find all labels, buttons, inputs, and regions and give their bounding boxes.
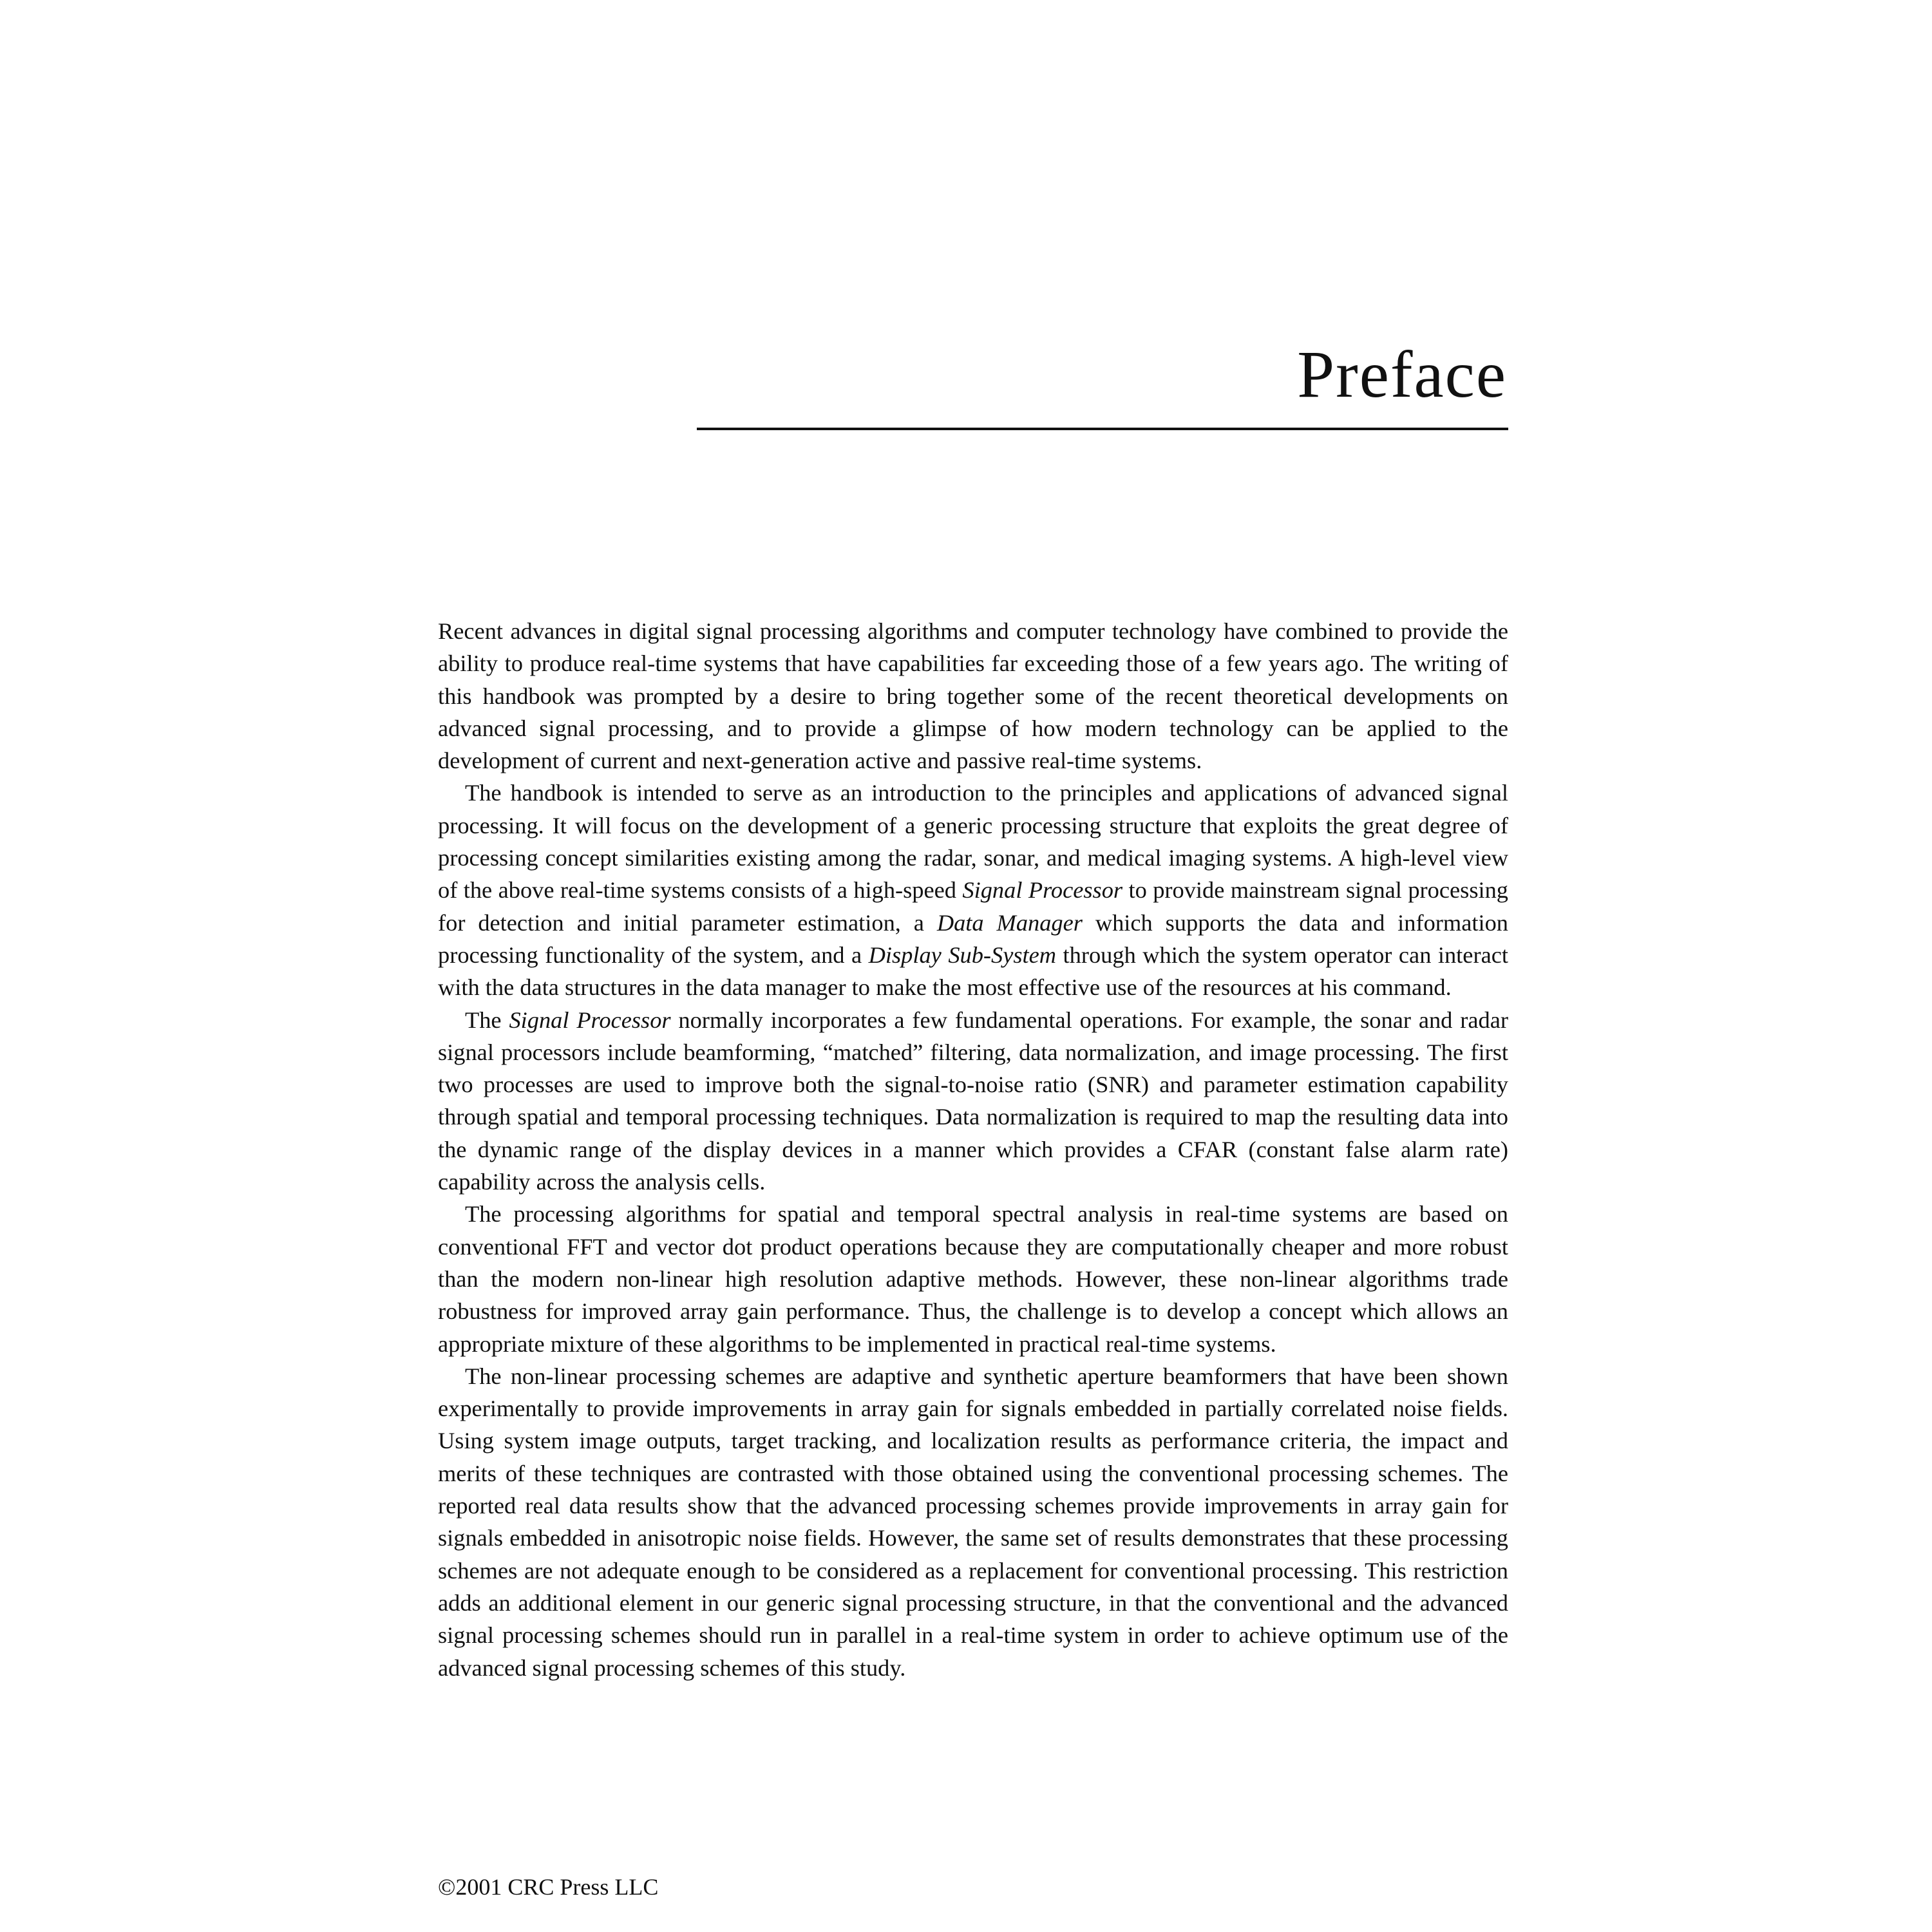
paragraph-5: The non-linear processing schemes are adaptive and synthetic aperture beamformers that have been shown experimentally to provide improvements in array gain for signals embedded in partially correlated noise fields. Using system image outputs, target tracking, and localization results as performance criteria, the impact and merits of these techniques are contrasted with those obtained using the conventional processing schemes. The reported real data results show that the advanced processing schemes provide improvements in array gain for signals embedded in anisotropic noise fields. However, the same set of results demonstrates that these processing schemes are not adequate enough to be considered as a replacement for conventional processing. This restriction adds an additional element in our generic signal processing structure, in that the conventional and the advanced signal processing schemes should run in parallel in a real-time system in order to achieve optimum use of the advanced signal processing schemes of this study. — [438, 1363, 1508, 1681]
paragraph-4: The processing algorithms for spatial and temporal spectral analysis in real-time systems are based on conventional FFT and vector dot product operations because they are computationally cheaper and more robust than the modern non-linear high resolution adaptive methods. However, these non-linear algorithms trade robustness for improved array gain performance. Thus, the challenge is to develop a concept which allows an appropriate mixture of these algorithms to be implemented in practical real-time systems. — [438, 1201, 1508, 1357]
copyright-footer: ©2001 CRC Press LLC — [438, 1874, 659, 1900]
paragraph-3 — [438, 1004, 1508, 1198]
paragraph-3-emphasis-signal-processor: Signal Processor — [509, 1007, 671, 1033]
paragraph-2-emphasis-display-subsystem: Display Sub-System — [868, 942, 1057, 968]
paragraph-3-text-a: The — [465, 1007, 509, 1033]
paragraph-2-text-d: through which the system operator can interact with the data structures in the data manager to make the most effective use of the resources at his command. — [438, 942, 1508, 1001]
paragraph-2-text-b: to provide mainstream signal processing for detection and initial parameter estimation, a — [438, 877, 1508, 936]
paragraph-1: Recent advances in digital signal processing algorithms and computer technology have combined to provide the ability to produce real-time systems that have capabilities far exceeding those of a few years ago. The writing of this handbook was prompted by a desire to bring together some of the recent theoretical developments on advanced signal processing, and to provide a glimpse of how modern technology can be applied to the development of current and next-generation active and passive real-time systems. — [438, 618, 1508, 774]
paragraph-3-text-b: normally incorporates a few fundamental operations. For example, the sonar and radar signal processors include beamforming, “matched” filtering, data normalization, and image processing. The first two processes are used to improve both the signal-to-noise ratio (SNR) and parameter estimation capability through spatial and temporal processing techniques. Data normalization is required to map the resulting data into the dynamic range of the display devices in a manner which provides a CFAR (constant false alarm rate) capability across the analysis cells. — [438, 1007, 1508, 1195]
preface-body — [438, 615, 1508, 1684]
paragraph-2 — [438, 777, 1508, 1003]
paragraph-2-emphasis-data-manager: Data Manager — [936, 909, 1083, 936]
paragraph-2-text-c: which supports the data and information processing functionality of the system, and a — [438, 909, 1508, 968]
page-title: Preface — [1297, 337, 1507, 412]
paragraph-2-emphasis-signal-processor: Signal Processor — [962, 877, 1123, 904]
title-rule — [697, 428, 1508, 430]
paragraph-2-text-a: The handbook is intended to serve as an introduction to the principles and applications of advanced signal processing. It will focus on the development of a generic processing structure that exploits the great degree of processing concept similarities existing among the radar, sonar, and medical imaging systems. A high-level view of the above real-time systems consists of a high-speed — [438, 780, 1508, 904]
